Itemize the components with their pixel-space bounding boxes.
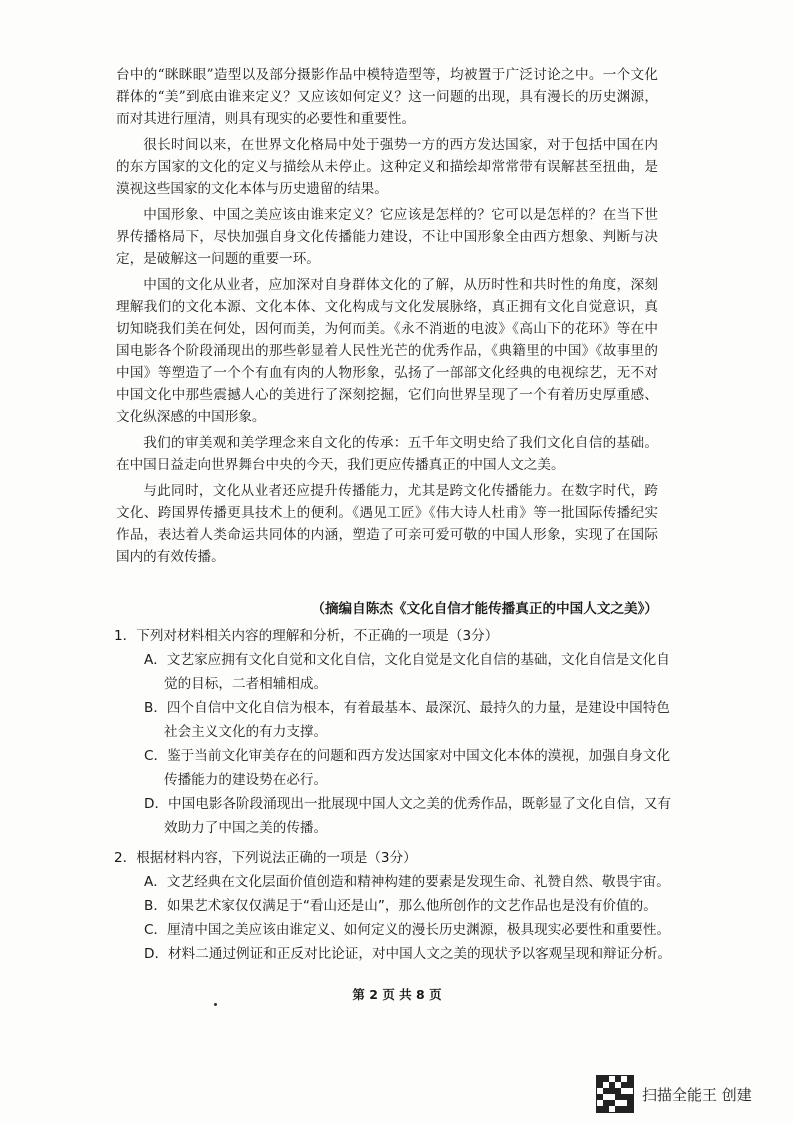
passage-paragraph: 中国形象、中国之美应该由谁来定义？它应该是怎样的？它可以是怎样的？在当下世界传播格局下，尽快加强自身文化传播能力建设，不让中国形象全由西方想象、判断与决定，是破解这一问题的重要一环。 xyxy=(116,207,658,267)
question-list xyxy=(116,624,676,972)
scanner-watermark-text: 扫描全能王 创建 xyxy=(642,1085,752,1104)
question-option-a: A．文艺经典在文化层面价值创造和精神构建的要素是发现生命、礼赞自然、敬畏宇宙。 xyxy=(144,874,670,890)
question-option-b: B．四个自信中文化自信为根本，有着最基本、最深沉、最持久的力量，是建设中国特色社会主义文化的有力支撑。 xyxy=(144,700,670,740)
passage-paragraph: 很长时间以来，在世界文化格局中处于强势一方的西方发达国家，对于包括中国在内的东方国家的文化的定义与描绘从未停止。这种定义和描绘却常常带有误解甚至扭曲，是漠视这些国家的文化本体与历史遗留的结果。 xyxy=(116,137,658,197)
scanner-watermark xyxy=(596,1074,752,1114)
question-option-c: C．鉴于当前文化审美存在的问题和西方发达国家对中国文化本体的漠视，加强自身文化传播能力的建设势在必行。 xyxy=(144,748,671,788)
passage-source: （摘编自陈杰《文化自信才能传播真正的中国人文之美》） xyxy=(311,601,658,617)
question-stem: 2．根据材料内容，下列说法正确的一项是（3分） xyxy=(114,850,417,866)
question-1 xyxy=(116,624,676,840)
question-option-d: D．中国电影各阶段涌现出一批展现中国人文之美的优秀作品，既彰显了文化自信，又有效助力了中国之美的传播。 xyxy=(144,796,672,836)
question-2 xyxy=(116,846,676,966)
question-stem: 1．下列对材料相关内容的理解和分析，不正确的一项是（3分） xyxy=(114,628,499,644)
question-option-b: B．如果艺术家仅仅满足于“看山还是山”，那么他所创作的文艺作品也是没有价值的。 xyxy=(144,898,657,914)
passage-paragraph: 与此同时，文化从业者还应提升传播能力，尤其是跨文化传播能力。在数字时代，跨文化、跨国界传播更具技术上的便利。《遇见工匠》《伟大诗人杜甫》等一批国际传播纪实作品，表达着人类命运共同体的内涵，塑造了可亲可爱可敬的中国人形象，实现了在国际国内的有效传播。 xyxy=(116,483,658,565)
question-option-c: C．厘清中国之美应该由谁定义、如何定义的漫长历史渊源，极具现实必要性和重要性。 xyxy=(144,922,671,938)
passage-paragraph: 中国的文化从业者，应加深对自身群体文化的了解，从历时性和共时性的角度，深刻理解我们的文化本源、文化本体、文化构成与文化发展脉络，真正拥有文化自觉意识，真切知晓我们美在何处，因何而美，为何而美。《永不消逝的电波》《高山下的花环》等在中国电影各个阶段涌现出的那些彰显着人民性光芒的优秀作品，《典籍里的中国》《故事里的中国》等塑造了一个个有血有肉的人物形象，弘扬了一部部文化经典的电视综艺，无不对中国文化中那些震撼人心的美进行了深刻挖掘，它们向世界呈现了一个有着历史厚重感、文化纵深感的中国形象。 xyxy=(116,277,658,425)
reading-passage xyxy=(116,64,658,572)
question-option-d: D．材料二通过例证和正反对比论证，对中国人文之美的现状予以客观呈现和辩证分析。 xyxy=(144,946,672,962)
qr-code-icon xyxy=(596,1075,634,1113)
passage-paragraph: 台中的“眯眯眼”造型以及部分摄影作品中模特造型等，均被置于广泛讨论之中。一个文化群体的“美”到底由谁来定义？又应该如何定义？这一问题的出现，具有漫长的历史渊源，而对其进行厘清，则具有现实的必要性和重要性。 xyxy=(116,67,658,127)
question-option-a: A．文艺家应拥有文化自觉和文化自信，文化自觉是文化自信的基础，文化自信是文化自觉的目标，二者相辅相成。 xyxy=(144,652,670,692)
passage-paragraph: 我们的审美观和美学理念来自文化的传承：五千年文明史给了我们文化自信的基础。在中国日益走向世界舞台中央的今天，我们更应传播真正的中国人文之美。 xyxy=(116,435,658,473)
page-number: 第 2 页 共 8 页 xyxy=(352,987,442,1002)
scan-speck xyxy=(214,1003,217,1006)
